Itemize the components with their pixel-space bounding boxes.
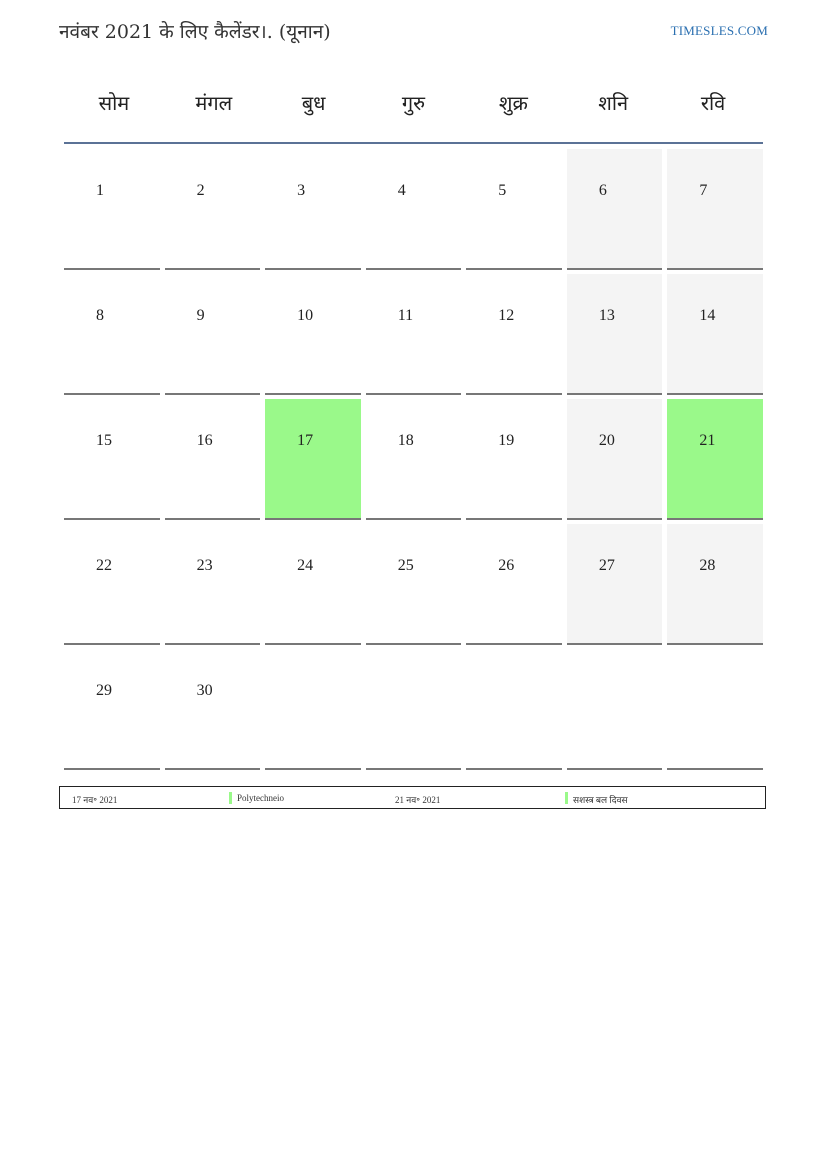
day-cell-empty (567, 649, 663, 770)
day-number: 20 (598, 432, 615, 449)
day-cell (366, 274, 462, 395)
day-cell-empty (366, 649, 462, 770)
day-cell (165, 649, 261, 770)
day-number: 19 (498, 432, 515, 449)
day-cell (64, 524, 160, 645)
site-link[interactable]: TIMESLES.COM (670, 23, 768, 38)
day-number: 18 (397, 432, 414, 449)
legend-date: 17 नव॰ 2021 (72, 795, 118, 805)
day-number: 26 (498, 557, 515, 574)
weekday-mon: सोम (98, 90, 130, 115)
day-cell-weekend (567, 524, 663, 645)
day-number: 17 (297, 432, 314, 449)
day-cell (165, 149, 261, 270)
day-cell (265, 524, 361, 645)
day-cell (265, 274, 361, 395)
legend-holiday-name: Polytechneio (237, 793, 284, 803)
page-title: नवंबर 2021 के लिए कैलेंडर।. (यूनान) (59, 21, 331, 43)
day-number: 16 (196, 432, 213, 449)
weekday-sun: रवि (700, 90, 726, 115)
day-cell (466, 399, 562, 520)
calendar-grid (64, 149, 763, 774)
day-number: 5 (498, 182, 507, 199)
legend-holiday-name: सशस्त्र बल दिवस (573, 795, 628, 805)
day-number: 12 (498, 307, 515, 324)
day-number: 10 (297, 307, 314, 324)
day-number: 11 (397, 307, 414, 324)
day-cell (366, 524, 462, 645)
legend-color-swatch (565, 792, 568, 804)
day-number: 24 (297, 557, 314, 574)
day-cell (165, 274, 261, 395)
day-cell (366, 149, 462, 270)
day-number: 7 (699, 182, 708, 199)
day-number: 4 (397, 182, 406, 199)
day-cell (165, 399, 261, 520)
day-cell-empty (265, 649, 361, 770)
day-number: 14 (699, 307, 716, 324)
day-number: 2 (196, 182, 205, 199)
day-cell-empty (667, 649, 763, 770)
day-cell-weekend (567, 274, 663, 395)
legend-color-swatch (229, 792, 232, 804)
day-number: 29 (96, 682, 112, 699)
day-cell (64, 399, 160, 520)
day-cell (64, 649, 160, 770)
day-cell (265, 149, 361, 270)
day-cell (165, 524, 261, 645)
day-cell-weekend (567, 399, 663, 520)
day-cell (64, 149, 160, 270)
holiday-legend (59, 786, 766, 809)
weekday-thu: गुरु (401, 90, 426, 115)
day-cell-weekend (667, 274, 763, 395)
day-number: 3 (297, 182, 306, 199)
day-number: 23 (196, 557, 213, 574)
day-cell-weekend (567, 149, 663, 270)
day-number: 27 (598, 557, 615, 574)
day-cell (64, 274, 160, 395)
day-cell-weekend (667, 149, 763, 270)
day-number: 8 (96, 307, 104, 324)
day-cell (466, 149, 562, 270)
day-number: 9 (196, 307, 205, 324)
day-number: 13 (598, 307, 615, 324)
day-cell (366, 399, 462, 520)
legend-date: 21 नव॰ 2021 (395, 795, 441, 805)
day-number: 30 (196, 682, 213, 699)
weekday-header-row (64, 76, 763, 144)
day-number: 22 (96, 557, 112, 574)
weekday-sat: शनि (598, 90, 629, 115)
day-cell (466, 524, 562, 645)
day-number: 21 (699, 432, 716, 449)
day-cell-holiday (265, 399, 361, 520)
day-number: 25 (397, 557, 414, 574)
day-cell-empty (466, 649, 562, 770)
weekday-fri: शुक्र (498, 90, 528, 115)
day-cell-weekend (667, 524, 763, 645)
weekday-wed: बुध (301, 90, 326, 115)
day-number: 28 (699, 557, 716, 574)
day-cell-holiday (667, 399, 763, 520)
weekday-tue: मंगल (195, 90, 233, 115)
day-number: 6 (598, 182, 607, 199)
day-number: 1 (96, 182, 104, 199)
day-number: 15 (96, 432, 112, 449)
day-cell (466, 274, 562, 395)
